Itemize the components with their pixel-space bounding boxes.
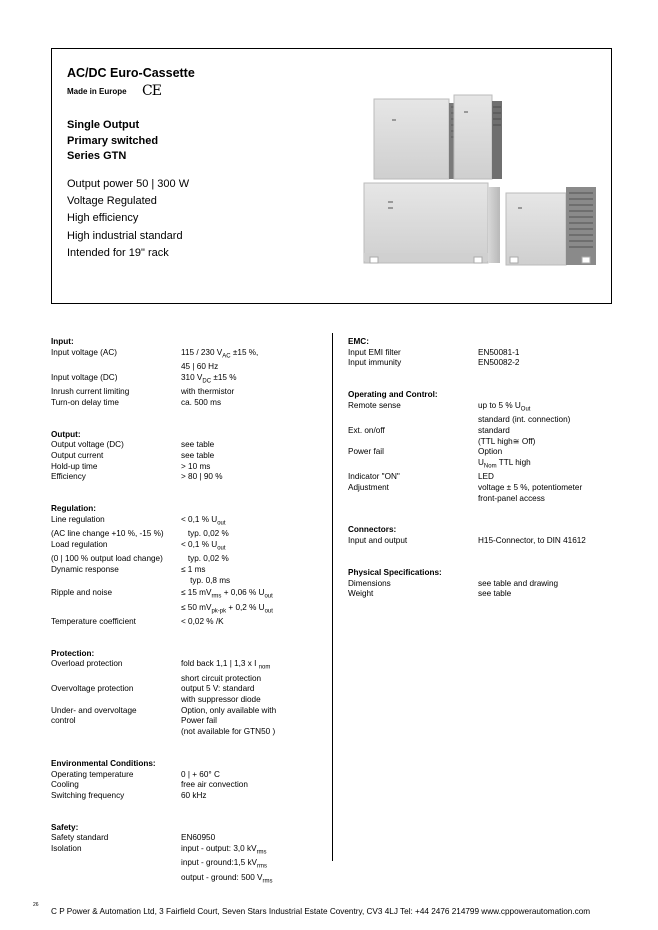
spec-row [51, 398, 321, 409]
spec-value: up to 5 % $U_{Out}$ [478, 400, 531, 413]
page-number: 26 [33, 902, 39, 908]
spec-value: see table [181, 450, 215, 460]
spec-label: Cooling [51, 780, 79, 790]
spec-value: input - output: 3,0 $kV_{rms}$ [181, 844, 267, 856]
spec-label: (0 | 100 % output load change) [51, 554, 163, 564]
ce-mark-icon: CE [142, 83, 161, 99]
spec-value: 115 / 230 $V_{AC} \pm 15$ %, [181, 347, 259, 360]
spec-label [51, 873, 181, 887]
spec-label: Hold-up time [51, 461, 98, 471]
spec-value: EN60950 [181, 833, 216, 843]
spec-value: 310 $V_{DC} \pm 15$ % [181, 372, 237, 385]
spec-value: free air convection [181, 780, 248, 790]
spec-value: Power fail [181, 716, 217, 726]
feature-list [67, 176, 189, 262]
spec-label: (AC line change +10 %, -15 %) [51, 529, 164, 539]
spec-label: control [51, 716, 76, 726]
spec-value: $U_{Nom}$ TTL high [478, 457, 531, 470]
spec-label: Input voltage (AC) [51, 347, 117, 357]
spec-label: Power fail [348, 447, 384, 457]
series-line: Series GTN [67, 150, 127, 162]
spec-label [51, 362, 181, 373]
spec-label: Load regulation [51, 539, 108, 549]
spec-row [51, 348, 321, 362]
spec-value: EN50082-2 [478, 358, 520, 368]
spec-label: Output current [51, 450, 104, 460]
spec-label: Operating temperature [51, 769, 134, 779]
spec-label [51, 576, 181, 587]
spec-label: Weight [348, 589, 374, 599]
spec-label: Overvoltage protection [51, 684, 134, 694]
spec-label [348, 437, 478, 448]
spec-section-regulation [51, 504, 321, 628]
spec-label [51, 603, 181, 617]
spec-label: Under- and overvoltage [51, 705, 137, 715]
spec-value: LED [478, 472, 494, 482]
spec-label [51, 674, 181, 685]
spec-label: Remote sense [348, 400, 401, 410]
spec-label: Inrush current limiting [51, 387, 130, 397]
spec-value: typ. 0,02 % [181, 529, 229, 539]
section-heading: Regulation: [51, 504, 97, 514]
spec-label: Indicator "ON" [348, 472, 400, 482]
spec-label: Efficiency [51, 472, 86, 482]
spec-label [51, 858, 181, 872]
spec-value: fold back 1,1 | 1,3 x I $_{nom}$ [181, 659, 271, 671]
spec-value: input - ground:1,5 $kV_{rms}$ [181, 858, 268, 871]
spec-label: Isolation [51, 844, 82, 854]
spec-label: Dynamic response [51, 564, 119, 574]
spec-value: ≤ 50 $mV_{pk-pk} + 0,2$ % $U_{out}$ [181, 602, 273, 615]
cassette-unit-back-left [374, 99, 463, 179]
feature-item: Output power 50 | 300 W [67, 178, 190, 190]
section-heading: Physical Specifications: [348, 567, 442, 577]
spec-label: Input and output [348, 536, 408, 546]
cassette-unit-front-large [364, 183, 500, 263]
spec-value: see table [181, 440, 215, 450]
spec-value: see table and drawing [478, 578, 559, 588]
spec-label: Safety standard [51, 833, 109, 843]
right-spec-column [348, 337, 618, 600]
spec-label: Input voltage (DC) [51, 372, 118, 382]
cassette-unit-front-right [506, 187, 596, 265]
spec-value: ≤ 15 $mV_{rms} + 0,06$ % $U_{out}$ [181, 588, 273, 600]
spec-section-environmental [51, 759, 321, 802]
series-line: Single Output [67, 119, 140, 131]
spec-value: voltage ± 5 %, potentiometer [478, 483, 583, 493]
spec-value: typ. 0,8 ms [181, 575, 231, 585]
spec-value: EN50081-1 [478, 347, 520, 357]
spec-value: standard (int. connection) [478, 415, 571, 425]
series-line: Primary switched [67, 134, 159, 147]
spec-label: Overload protection [51, 659, 123, 669]
feature-item: Voltage Regulated [67, 195, 157, 208]
spec-label [348, 415, 478, 426]
spec-value: 0 | + 60° C [181, 769, 220, 779]
spec-value: with thermistor [181, 387, 235, 397]
spec-value: H15-Connector, to DIN 41612 [478, 536, 586, 546]
series-description [67, 118, 158, 165]
left-spec-column [51, 337, 321, 887]
made-in-label: Made in Europe [67, 87, 127, 96]
spec-row [51, 387, 321, 398]
spec-label: Turn-on delay time [51, 397, 119, 407]
spec-section-safety [51, 823, 321, 887]
spec-label [348, 494, 478, 505]
spec-label [51, 695, 181, 706]
spec-value: short circuit protection [181, 673, 262, 683]
spec-label: Line regulation [51, 514, 105, 524]
spec-value: Option, only available with [181, 705, 277, 715]
section-heading: Protection: [51, 648, 95, 658]
product-header-box [51, 48, 612, 304]
spec-value: Option [478, 447, 503, 457]
spec-value: (TTL high≅ Off) [478, 436, 536, 446]
spec-section-connectors [348, 525, 618, 546]
spec-section-protection [51, 649, 321, 738]
section-heading: Connectors: [348, 525, 397, 535]
spec-value: output - ground: 500 $V_{rms}$ [181, 872, 273, 885]
spec-value: (not available for GTN50 ) [181, 727, 276, 737]
spec-value: < 0,1 % $U_{out}$ [181, 514, 226, 527]
section-heading: Input: [51, 337, 74, 346]
spec-label: Temperature coefficient [51, 616, 136, 626]
spec-row [51, 362, 321, 373]
spec-section-output [51, 430, 321, 484]
feature-item: High efficiency [67, 212, 139, 225]
spec-value: with suppressor diode [181, 695, 261, 705]
spec-value: see table [478, 589, 512, 599]
product-photo [360, 89, 610, 289]
spec-value: ≤ 1 ms [181, 564, 206, 574]
footer-contact: C P Power & Automation Ltd, 3 Fairfield Court, Seven Stars Industrial Estate Coventry, CV3 4LJ Tel: +44 2476 214799 www.cppowerautomation.com [51, 907, 591, 916]
spec-value: < 0,1 % $U_{out}$ [181, 539, 226, 552]
section-heading: EMC: [348, 337, 369, 346]
spec-section-input [51, 337, 321, 409]
spec-value: > 10 ms [181, 461, 211, 471]
spec-value: > 80 | 90 % [181, 472, 223, 482]
section-heading: Operating and Control: [348, 390, 438, 400]
spec-value: front-panel access [478, 493, 545, 503]
section-heading: Safety: [51, 822, 79, 832]
product-title: AC/DC Euro-Cassette [67, 66, 195, 80]
section-heading: Output: [51, 429, 81, 439]
spec-label [348, 458, 478, 472]
spec-value: 45 | 60 Hz [181, 362, 219, 372]
spec-label: Input EMI filter [348, 347, 401, 357]
spec-label: Input immunity [348, 358, 402, 368]
spec-value: < 0,02 % /K [181, 616, 224, 626]
spec-label: Output voltage (DC) [51, 440, 124, 450]
section-heading: Environmental Conditions: [51, 758, 156, 768]
spec-label: Switching frequency [51, 790, 125, 800]
feature-item: High industrial standard [67, 229, 183, 242]
spec-section-operating-control [348, 390, 618, 504]
spec-label: Dimensions [348, 578, 391, 588]
spec-section-physical [348, 568, 618, 600]
spec-row [51, 373, 321, 387]
spec-value: standard [478, 425, 510, 435]
spec-label: Ripple and noise [51, 588, 112, 598]
spec-value: 60 kHz [181, 790, 207, 800]
spec-label: Ext. on/off [348, 425, 385, 435]
spec-value: output 5 V: standard [181, 684, 255, 694]
spec-label: Adjustment [348, 483, 389, 493]
spec-section-emc [348, 337, 618, 369]
spec-label [51, 727, 181, 738]
feature-item: Intended for 19" rack [67, 246, 169, 259]
spec-value: ca. 500 ms [181, 397, 222, 407]
column-divider [332, 333, 333, 861]
cassette-unit-back-right [454, 95, 502, 179]
spec-value: typ. 0,02 % [181, 554, 229, 564]
